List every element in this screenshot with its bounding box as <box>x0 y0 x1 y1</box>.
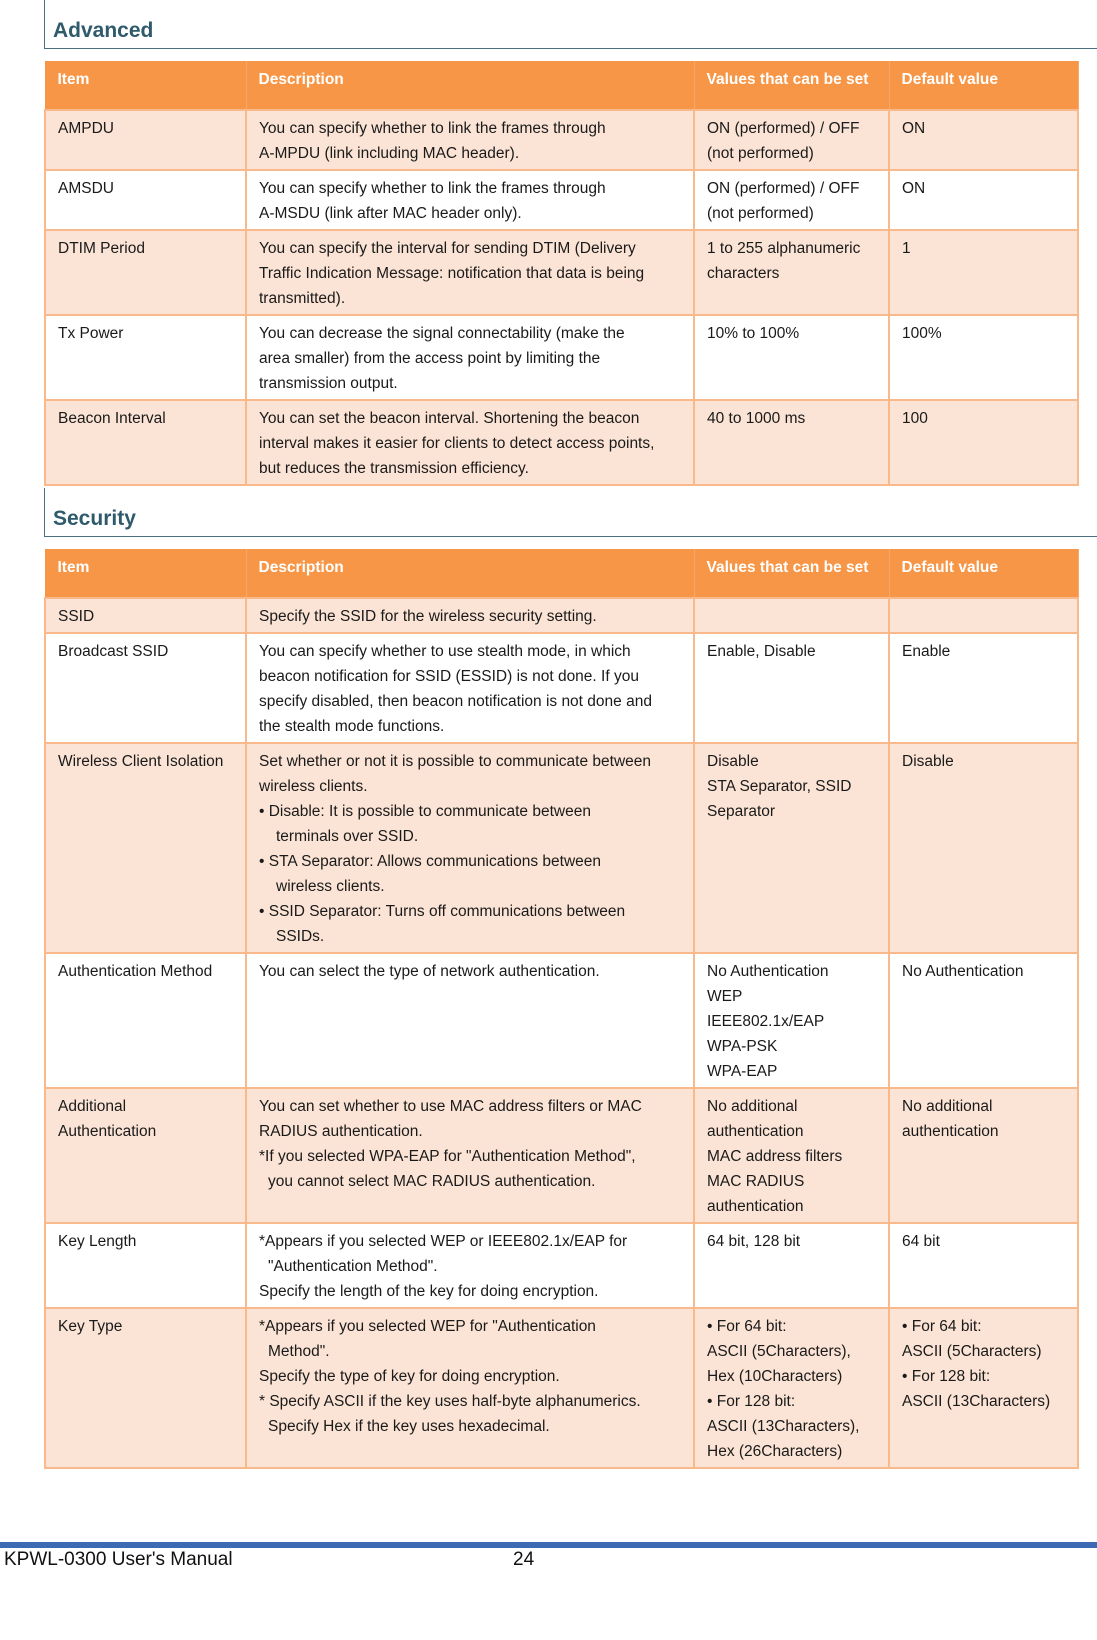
cell-description <box>246 315 694 400</box>
desc-line: A-MSDU (link after MAC header only). <box>259 204 522 222</box>
value-line: MAC RADIUS <box>707 1172 805 1190</box>
cell-values <box>694 743 889 953</box>
value-line: WPA-PSK <box>707 1037 778 1055</box>
table-row <box>45 953 1078 1088</box>
cell-item: Key Length <box>45 1223 246 1308</box>
cell-values: 40 to 1000 ms <box>694 400 889 485</box>
desc-line: transmission output. <box>259 374 398 392</box>
header-values: Values that can be set <box>694 62 889 110</box>
cell-item: Broadcast SSID <box>45 633 246 743</box>
desc-line: Specify the length of the key for doing encryption. <box>259 1282 599 1300</box>
cell-default: 64 bit <box>889 1223 1078 1308</box>
cell-description <box>246 400 694 485</box>
footer-rule <box>0 1542 1097 1548</box>
value-line: Hex (26Characters) <box>707 1442 843 1460</box>
desc-continuation: you cannot select MAC RADIUS authentication. <box>268 1172 596 1190</box>
advanced-title: Advanced <box>53 19 154 42</box>
default-line: • For 128 bit: <box>902 1367 991 1385</box>
value-line: IEEE802.1x/EAP <box>707 1012 825 1030</box>
value-line: Separator <box>707 802 776 820</box>
cell-default: ON <box>889 110 1078 170</box>
value-line: • For 64 bit: <box>707 1317 787 1335</box>
security-heading-rule <box>44 488 1097 537</box>
table-row <box>45 1088 1078 1223</box>
desc-line: You can specify the interval for sending DTIM (Delivery <box>259 239 636 257</box>
cell-default: ON <box>889 170 1078 230</box>
cell-values <box>694 230 889 315</box>
header-item: Item <box>45 550 246 598</box>
cell-description <box>246 1308 694 1468</box>
value-line: MAC address filters <box>707 1147 843 1165</box>
cell-values <box>694 598 889 633</box>
table-row <box>45 400 1078 485</box>
cell-values <box>694 953 889 1088</box>
cell-default: 1 <box>889 230 1078 315</box>
desc-line: RADIUS authentication. <box>259 1122 423 1140</box>
bullet-line: • STA Separator: Allows communications between <box>259 852 601 870</box>
value-line: WPA-EAP <box>707 1062 778 1080</box>
table-row <box>45 1223 1078 1308</box>
cell-default <box>889 1308 1078 1468</box>
desc-line: Specify the type of key for doing encryption. <box>259 1367 560 1385</box>
cell-description <box>246 230 694 315</box>
desc-line: transmitted). <box>259 289 346 307</box>
cell-description <box>246 1088 694 1223</box>
header-default: Default value <box>889 62 1078 110</box>
default-line: ASCII (13Characters) <box>902 1392 1051 1410</box>
cell-item: Key Type <box>45 1308 246 1468</box>
value-line: ON (performed) / OFF <box>707 119 860 137</box>
desc-line: interval makes it easier for clients to detect access points, <box>259 434 655 452</box>
desc-line: *Appears if you selected WEP or IEEE802.1x/EAP for <box>259 1232 628 1250</box>
security-table <box>44 549 1079 1469</box>
value-line: (not performed) <box>707 144 814 162</box>
value-line: authentication <box>707 1122 804 1140</box>
desc-line: You can set whether to use MAC address filters or MAC <box>259 1097 642 1115</box>
table-header-row <box>45 62 1078 110</box>
cell-description <box>246 633 694 743</box>
cell-default: Disable <box>889 743 1078 953</box>
desc-line: * Specify ASCII if the key uses half-byte alphanumerics. <box>259 1392 641 1410</box>
security-title: Security <box>53 507 136 530</box>
table-row <box>45 633 1078 743</box>
table-row <box>45 598 1078 633</box>
footer-manual-title: KPWL-0300 User's Manual <box>4 1549 233 1570</box>
cell-default <box>889 598 1078 633</box>
value-line: • For 128 bit: <box>707 1392 796 1410</box>
desc-continuation: Specify Hex if the key uses hexadecimal. <box>268 1417 550 1435</box>
desc-continuation: Method". <box>268 1342 330 1360</box>
cell-item: Beacon Interval <box>45 400 246 485</box>
value-line: authentication <box>707 1197 804 1215</box>
default-line: authentication <box>902 1122 999 1140</box>
cell-default: Enable <box>889 633 1078 743</box>
cell-values: 64 bit, 128 bit <box>694 1223 889 1308</box>
cell-values: Enable, Disable <box>694 633 889 743</box>
value-line: Hex (10Characters) <box>707 1367 843 1385</box>
desc-line: *If you selected WPA-EAP for "Authentication Method", <box>259 1147 636 1165</box>
cell-description <box>246 1223 694 1308</box>
page-number: 24 <box>513 1549 535 1570</box>
cell-description <box>246 110 694 170</box>
cell-values <box>694 1088 889 1223</box>
cell-description <box>246 170 694 230</box>
value-line: WEP <box>707 987 743 1005</box>
default-line: No additional <box>902 1097 993 1115</box>
value-line: No additional <box>707 1097 798 1115</box>
cell-item: AMSDU <box>45 170 246 230</box>
desc-line: Set whether or not it is possible to communicate between <box>259 752 652 770</box>
item-line: Additional <box>58 1097 127 1115</box>
table-row <box>45 230 1078 315</box>
desc-line: You can decrease the signal connectability (make the <box>259 324 625 342</box>
advanced-heading-rule <box>44 0 1097 49</box>
header-description: Description <box>246 550 694 598</box>
cell-default <box>889 1088 1078 1223</box>
header-description: Description <box>246 62 694 110</box>
cell-item: Authentication Method <box>45 953 246 1088</box>
value-line: ASCII (13Characters), <box>707 1417 860 1435</box>
item-line: Authentication <box>58 1122 157 1140</box>
desc-line: Traffic Indication Message: notification that data is being <box>259 264 645 282</box>
cell-item: Wireless Client Isolation <box>45 743 246 953</box>
table-row <box>45 170 1078 230</box>
value-line: (not performed) <box>707 204 814 222</box>
table-row <box>45 1308 1078 1468</box>
cell-description: You can select the type of network authentication. <box>246 953 694 1088</box>
value-line: characters <box>707 264 780 282</box>
desc-line: the stealth mode functions. <box>259 717 445 735</box>
desc-line: You can specify whether to link the frames through <box>259 179 606 197</box>
bullet-continuation: SSIDs. <box>276 927 325 945</box>
advanced-table <box>44 61 1079 486</box>
header-default: Default value <box>889 550 1078 598</box>
cell-item: DTIM Period <box>45 230 246 315</box>
default-line: ASCII (5Characters) <box>902 1342 1042 1360</box>
cell-values <box>694 110 889 170</box>
value-line: No Authentication <box>707 962 829 980</box>
table-row <box>45 110 1078 170</box>
desc-continuation: "Authentication Method". <box>268 1257 438 1275</box>
cell-default: No Authentication <box>889 953 1078 1088</box>
bullet-line: • Disable: It is possible to communicate between <box>259 802 591 820</box>
security-section <box>44 488 1097 1469</box>
value-line: Disable <box>707 752 759 770</box>
desc-line: wireless clients. <box>259 777 368 795</box>
table-row <box>45 743 1078 953</box>
header-item: Item <box>45 62 246 110</box>
cell-item <box>45 1088 246 1223</box>
default-line: • For 64 bit: <box>902 1317 982 1335</box>
desc-line: *Appears if you selected WEP for "Authentication <box>259 1317 596 1335</box>
desc-line: You can specify whether to link the frames through <box>259 119 606 137</box>
bullet-continuation: wireless clients. <box>276 877 385 895</box>
cell-values <box>694 1308 889 1468</box>
cell-item: Tx Power <box>45 315 246 400</box>
cell-values: 10% to 100% <box>694 315 889 400</box>
cell-default: 100 <box>889 400 1078 485</box>
cell-description: Specify the SSID for the wireless security setting. <box>246 598 694 633</box>
value-line: 1 to 255 alphanumeric <box>707 239 861 257</box>
advanced-section <box>44 0 1097 486</box>
desc-line: beacon notification for SSID (ESSID) is not done. If you <box>259 667 639 685</box>
desc-line: You can set the beacon interval. Shortening the beacon <box>259 409 640 427</box>
cell-item: AMPDU <box>45 110 246 170</box>
desc-line: specify disabled, then beacon notification is not done and <box>259 692 652 710</box>
value-line: ASCII (5Characters), <box>707 1342 851 1360</box>
header-values: Values that can be set <box>694 550 889 598</box>
cell-values <box>694 170 889 230</box>
bullet-continuation: terminals over SSID. <box>276 827 419 845</box>
cell-default: 100% <box>889 315 1078 400</box>
table-row <box>45 315 1078 400</box>
cell-description <box>246 743 694 953</box>
desc-line: area smaller) from the access point by limiting the <box>259 349 601 367</box>
desc-line: A-MPDU (link including MAC header). <box>259 144 520 162</box>
cell-item: SSID <box>45 598 246 633</box>
desc-line: You can specify whether to use stealth mode, in which <box>259 642 631 660</box>
bullet-line: • SSID Separator: Turns off communications between <box>259 902 626 920</box>
table-header-row <box>45 550 1078 598</box>
desc-line: but reduces the transmission efficiency. <box>259 459 529 477</box>
value-line: ON (performed) / OFF <box>707 179 860 197</box>
value-line: STA Separator, SSID <box>707 777 852 795</box>
